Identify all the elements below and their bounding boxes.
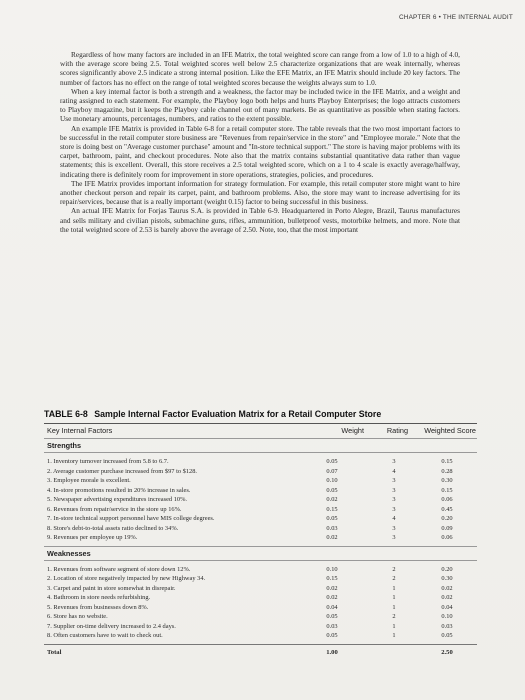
ife-matrix-table xyxy=(44,409,477,659)
factor-cell: 5. Revenues from businesses down 8%. xyxy=(47,603,149,611)
score-cell: 0.15 xyxy=(441,458,453,465)
total-row xyxy=(44,644,477,659)
factor-cell: 1. Inventory turnover increased from 5.8 to 6.7. xyxy=(47,458,169,465)
factor-cell: 8. Often customers have to wait to check out. xyxy=(47,632,163,639)
factor-cell: 1. Revenues from software segment of store down 12%. xyxy=(47,565,191,573)
score-cell: 0.15 xyxy=(441,486,453,494)
table-row xyxy=(44,533,477,543)
total-weight: 1.00 xyxy=(326,648,338,656)
weight-cell: 0.05 xyxy=(326,515,338,522)
header-weight: Weight xyxy=(341,426,364,435)
rating-cell: 3 xyxy=(392,477,396,484)
table-row xyxy=(44,593,477,603)
table-header xyxy=(44,424,477,438)
factor-cell: 5. Newspaper advertising expenditures increased 10%. xyxy=(47,496,188,503)
strengths-label: Strengths xyxy=(44,438,477,452)
weight-cell: 0.04 xyxy=(326,603,338,611)
table-row xyxy=(44,574,477,584)
paragraph: When a key internal factor is both a strength and a weakness, the factor may be included twice in the IFE Matrix, and a weight and rating assigned to each statement. For example, the Playboy logo both helps and hurts Playboy Enterprises; the logo attracts customers to Playboy magazine, but it keeps the Playboy cable channel out of many markets. Be as quantitative as possible when stating factors. Use monetary amounts, percentages, numbers, and ratios to the extent possible. xyxy=(60,86,460,124)
table-row xyxy=(44,457,477,467)
weight-cell: 0.03 xyxy=(326,524,338,532)
rating-cell: 1 xyxy=(392,603,396,611)
score-cell: 0.20 xyxy=(441,565,453,573)
score-cell: 0.05 xyxy=(441,632,453,639)
score-cell: 0.10 xyxy=(441,613,453,620)
paragraph: The IFE Matrix provides important information for strategy formulation. For example, this retail computer store might want to hire another checkout person and repair its carpet, paint, and bathroom problems. Also, the store may want to increase advertising for its repair/services, because that is a really important (weight 0.15) factor to being successful in this business. xyxy=(60,178,460,207)
weight-cell: 0.02 xyxy=(326,584,338,592)
header-factor: Key Internal Factors xyxy=(47,426,113,435)
table-title xyxy=(44,409,477,419)
score-cell: 0.30 xyxy=(441,575,453,582)
paragraph: An example IFE Matrix is provided in Table 6-8 for a retail computer store. The table reveals that the two most important factors to be successful in the retail computer store business are "Revenues from repair/service in the store" and "Employee morale." Note that the store is doing best on "Average customer purchase" amount and "In-store technical support." The store is having major problems with its carpet, bathroom, paint, and checkout procedures. Note also that the matrix contains substantial quantitative data rather than vague statements; this is excellent. Overall, this store receives a 2.5 total weighted score, which on a 1 to 4 scale is exactly average/halfway, indicating there is definitely room for improvement in store operations, strategies, policies, and procedures. xyxy=(60,123,460,179)
score-cell: 0.02 xyxy=(441,584,453,592)
table-row xyxy=(44,514,477,524)
score-cell: 0.03 xyxy=(441,622,453,630)
table-row xyxy=(44,467,477,477)
weaknesses-label: Weaknesses xyxy=(44,546,477,560)
total-label: Total xyxy=(47,648,62,656)
factor-cell: 4. Bathroom in store needs refurbishing. xyxy=(47,594,151,601)
rating-cell: 1 xyxy=(392,584,396,592)
rating-cell: 3 xyxy=(392,505,396,513)
body-text xyxy=(60,50,460,234)
weight-cell: 0.02 xyxy=(326,496,338,503)
weight-cell: 0.10 xyxy=(326,477,338,484)
rating-cell: 1 xyxy=(392,622,396,630)
weight-cell: 0.05 xyxy=(326,632,338,639)
rating-cell: 2 xyxy=(392,613,396,620)
rating-cell: 2 xyxy=(392,575,396,582)
rating-cell: 4 xyxy=(392,515,396,522)
table-row xyxy=(44,631,477,641)
factor-cell: 7. In-store technical support personnel have MIS college degrees. xyxy=(47,515,215,522)
table-caption: Sample Internal Factor Evaluation Matrix for a Retail Computer Store xyxy=(94,409,382,419)
table-row xyxy=(44,622,477,632)
rating-cell: 1 xyxy=(392,632,396,639)
weight-cell: 0.02 xyxy=(326,534,338,541)
strengths-group xyxy=(44,452,477,546)
rating-cell: 3 xyxy=(392,458,396,465)
table-row xyxy=(44,603,477,613)
factor-cell: 7. Supplier on-time delivery increased to 2.4 days. xyxy=(47,622,176,630)
factor-cell: 2. Average customer purchase increased from $97 to $128. xyxy=(47,467,198,475)
table-row xyxy=(44,524,477,534)
factor-cell: 8. Store's debt-to-total assets ratio declined to 34%. xyxy=(47,524,179,532)
table-row xyxy=(44,584,477,594)
rating-cell: 2 xyxy=(392,565,396,573)
table-row xyxy=(44,495,477,505)
factor-cell: 9. Revenues per employee up 19%. xyxy=(47,534,138,541)
weight-cell: 0.05 xyxy=(326,613,338,620)
weight-cell: 0.10 xyxy=(326,565,338,573)
running-head: CHAPTER 6 • THE INTERNAL AUDIT xyxy=(398,14,513,21)
weight-cell: 0.15 xyxy=(326,505,338,513)
factor-cell: 3. Employee morale is excellent. xyxy=(47,477,131,484)
header-score: Weighted Score xyxy=(424,426,476,435)
weight-cell: 0.03 xyxy=(326,622,338,630)
paragraph: An actual IFE Matrix for Forjas Taurus S.A. is provided in Table 6-9. Headquartered in Porto Alegre, Brazil, Taurus manufactures and sells military and civilian pistols, submachine guns, rifles, ammunition, bulletproof vests, motorbike helmets, and more. Note that the total weighted score of 2.53 is barely above the average of 2.50. Note, too, that the most important xyxy=(60,206,460,234)
paragraph: Regardless of how many factors are included in an IFE Matrix, the total weighted score can range from a low of 1.0 to a high of 4.0, with the average score being 2.5. Total weighted scores well below 2.5 characterize organizations that are weak internally, whereas scores significantly above 2.5 indicate a strong internal position. Like the EFE Matrix, an IFE Matrix should include 20 key factors. The number of factors has no effect on the range of total weighted scores because the weights always sum to 1.0. xyxy=(60,50,460,87)
factor-cell: 6. Revenues from repair/service in the store up 16%. xyxy=(47,505,182,513)
rating-cell: 3 xyxy=(392,486,396,494)
score-cell: 0.06 xyxy=(441,534,453,541)
score-cell: 0.04 xyxy=(441,603,453,611)
weight-cell: 0.02 xyxy=(326,594,338,601)
score-cell: 0.06 xyxy=(441,496,453,503)
weight-cell: 0.15 xyxy=(326,575,338,582)
rating-cell: 1 xyxy=(392,594,396,601)
score-cell: 0.45 xyxy=(441,505,453,513)
table-row xyxy=(44,486,477,496)
factor-cell: 4. In-store promotions resulted in 20% increase in sales. xyxy=(47,486,191,494)
rating-cell: 3 xyxy=(392,534,396,541)
table-row xyxy=(44,612,477,622)
score-cell: 0.02 xyxy=(441,594,453,601)
weight-cell: 0.07 xyxy=(326,467,338,475)
weight-cell: 0.05 xyxy=(326,486,338,494)
rating-cell: 3 xyxy=(392,524,396,532)
score-cell: 0.28 xyxy=(441,467,453,475)
score-cell: 0.30 xyxy=(441,477,453,484)
rating-cell: 3 xyxy=(392,496,396,503)
table-number: TABLE 6-8 xyxy=(44,409,88,419)
header-rating: Rating xyxy=(386,426,408,435)
factor-cell: 2. Location of store negatively impacted by new Highway 34. xyxy=(47,575,206,582)
score-cell: 0.09 xyxy=(441,524,453,532)
score-cell: 0.20 xyxy=(441,515,453,522)
total-score: 2.50 xyxy=(441,648,453,656)
factor-cell: 6. Store has no website. xyxy=(47,613,108,620)
table-row xyxy=(44,476,477,486)
weight-cell: 0.05 xyxy=(326,458,338,465)
rating-cell: 4 xyxy=(392,467,396,475)
factor-cell: 3. Carpet and paint in store somewhat in disrepair. xyxy=(47,584,176,592)
weaknesses-group xyxy=(44,560,477,644)
table-row xyxy=(44,505,477,515)
table-row xyxy=(44,565,477,575)
